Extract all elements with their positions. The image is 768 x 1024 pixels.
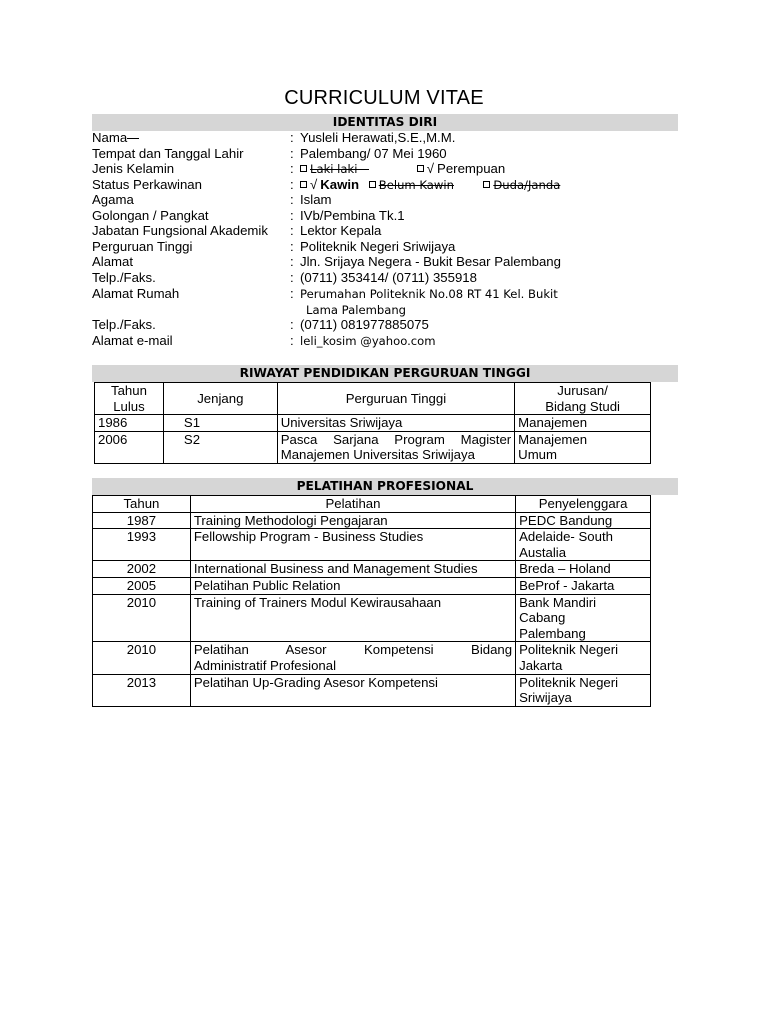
field-gender [92,161,682,177]
field-label: Telp./Faks. [92,270,156,285]
cell-penyelenggara: Bank Mandiri Cabang Palembang [516,594,651,642]
colon: : [290,286,294,301]
cell-penyelenggara: BeProf - Jakarta [516,577,651,594]
field-label: Perguruan Tinggi [92,239,193,254]
cell-pelatihan: Training Methodologi Pengajaran [190,512,515,529]
field-label: Alamat [92,254,134,269]
cell-tahun: 1986 [95,415,164,432]
cell-pelatihan: Fellowship Program - Business Studies [190,529,515,561]
field-telp-faks [92,270,682,286]
colon: : [290,223,294,238]
cell-penyelenggara: Politeknik Negeri Jakarta [516,642,651,674]
table-row [93,674,651,706]
header-penyelenggara: Penyelenggara [516,496,651,513]
colon: : [290,146,294,161]
field-value [300,161,505,177]
cell-penyelenggara: Adelaide- South Austalia [516,529,651,561]
cell-tahun: 2010 [93,594,191,642]
cell-penyelenggara: PEDC Bandung [516,512,651,529]
page-title: CURRICULUM VITAE [284,87,484,109]
field-value: Politeknik Negeri Sriwijaya [300,239,456,254]
field-nama [92,130,682,146]
field-value: Islam [300,192,332,207]
header-tahun-lulus: Tahun Lulus [95,383,164,415]
cell-tahun: 2002 [93,561,191,578]
colon: : [290,161,294,176]
field-value: Yusleli Herawati,S.E.,M.M. [300,130,456,145]
option-laki-laki: Laki laki [310,162,358,176]
cell-perguruan-tinggi: Pasca Sarjana Program Magister Manajemen Universitas Sriwijaya [277,431,514,463]
field-value: Jln. Srijaya Negera - Bukit Besar Palembang [300,254,561,269]
cell-jurusan: Manajemen Umum [515,431,651,463]
field-value: Perumahan Politeknik No.08 RT 41 Kel. Bukit [300,287,558,301]
header-jurusan: Jurusan/ Bidang Studi [515,383,651,415]
section-header-identity: IDENTITAS DIRI [92,114,678,131]
field-value: Palembang/ 07 Mei 1960 [300,146,447,161]
field-value: (0711) 081977885075 [300,317,429,332]
cell-pelatihan: Pelatihan Public Relation [190,577,515,594]
colon: : [290,333,294,348]
field-value: leli_kosim @yahoo.com [300,334,436,348]
checkbox-icon [300,181,307,188]
education-table [94,382,651,464]
table-header-row [93,496,651,513]
table-row [95,415,651,432]
field-perguruan-tinggi [92,239,682,255]
table-row [93,561,651,578]
field-marital [92,177,682,193]
colon: : [290,317,294,332]
field-value: IVb/Pembina Tk.1 [300,208,405,223]
checkmark-icon: √ [310,177,318,192]
field-value-line2: Lama Palembang [306,303,407,317]
training-table [92,495,651,707]
field-label: Alamat Rumah [92,286,180,301]
cell-tahun: 2006 [95,431,164,463]
field-label: Jenis Kelamin [92,161,175,176]
header-pelatihan: Pelatihan [190,496,515,513]
colon: : [290,254,294,269]
field-telp-faks-2 [92,317,682,333]
section-header-education: RIWAYAT PENDIDIKAN PERGURUAN TINGGI [92,365,678,382]
checkbox-icon [300,165,307,172]
table-row [93,512,651,529]
table-header-row [95,383,651,415]
option-perempuan: Perempuan [437,161,506,176]
checkmark-icon: √ [426,161,435,176]
cell-tahun: 1993 [93,529,191,561]
cell-penyelenggara: Politeknik Negeri Sriwijaya [516,674,651,706]
cell-tahun: 1987 [93,512,191,529]
colon: : [290,208,294,223]
cell-jenjang: S1 [163,415,277,432]
checkbox-icon [369,181,376,188]
field-value: Lektor Kepala [300,223,382,238]
option-kawin: Kawin [320,177,360,192]
field-alamat-rumah [92,286,682,318]
field-label: Alamat e-mail [92,333,173,348]
field-label: Nama [92,130,139,146]
cell-jurusan: Manajemen [515,415,651,432]
checkbox-icon [483,181,490,188]
table-row [93,642,651,674]
option-duda-janda: Duda/Janda [493,178,561,192]
field-label: Telp./Faks. [92,317,156,332]
field-agama [92,192,682,208]
field-label: Agama [92,192,134,207]
field-value [300,177,560,193]
cell-tahun: 2013 [93,674,191,706]
cell-perguruan-tinggi: Universitas Sriwijaya [277,415,514,432]
field-ttl [92,146,682,162]
colon: : [290,270,294,285]
cell-pelatihan: International Business and Management Studies [190,561,515,578]
checkbox-icon [417,165,424,172]
field-golongan [92,208,682,224]
field-alamat [92,254,682,270]
cell-pelatihan: Pelatihan Up-Grading Asesor Kompetensi [190,674,515,706]
cell-pelatihan: Pelatihan Asesor Kompetensi Bidang Administratif Profesional [190,642,515,674]
field-label: Tempat dan Tanggal Lahir [92,146,244,161]
table-row [95,431,651,463]
cell-tahun: 2005 [93,577,191,594]
colon: : [290,130,294,145]
colon: : [290,177,294,192]
strike-mark [357,169,369,170]
option-belum-kawin: Belum Kawin [378,178,454,192]
field-email [92,333,682,349]
cell-pelatihan: Training of Trainers Modul Kewirausahaan [190,594,515,642]
table-row [93,594,651,642]
field-jabatan [92,223,682,239]
cell-jenjang: S2 [163,431,277,463]
field-label: Status Perkawinan [92,177,202,192]
section-header-training: PELATIHAN PROFESIONAL [92,478,678,495]
field-label: Golongan / Pangkat [92,208,209,223]
field-value: (0711) 353414/ (0711) 355918 [300,270,477,285]
cell-penyelenggara: Breda – Holand [516,561,651,578]
colon: : [290,192,294,207]
cell-tahun: 2010 [93,642,191,674]
colon: : [290,239,294,254]
header-jenjang: Jenjang [163,383,277,415]
header-tahun: Tahun [93,496,191,513]
table-row [93,529,651,561]
field-label: Jabatan Fungsional Akademik [92,223,268,238]
table-row [93,577,651,594]
header-perguruan-tinggi: Perguruan Tinggi [277,383,514,415]
strike-mark [127,138,139,139]
